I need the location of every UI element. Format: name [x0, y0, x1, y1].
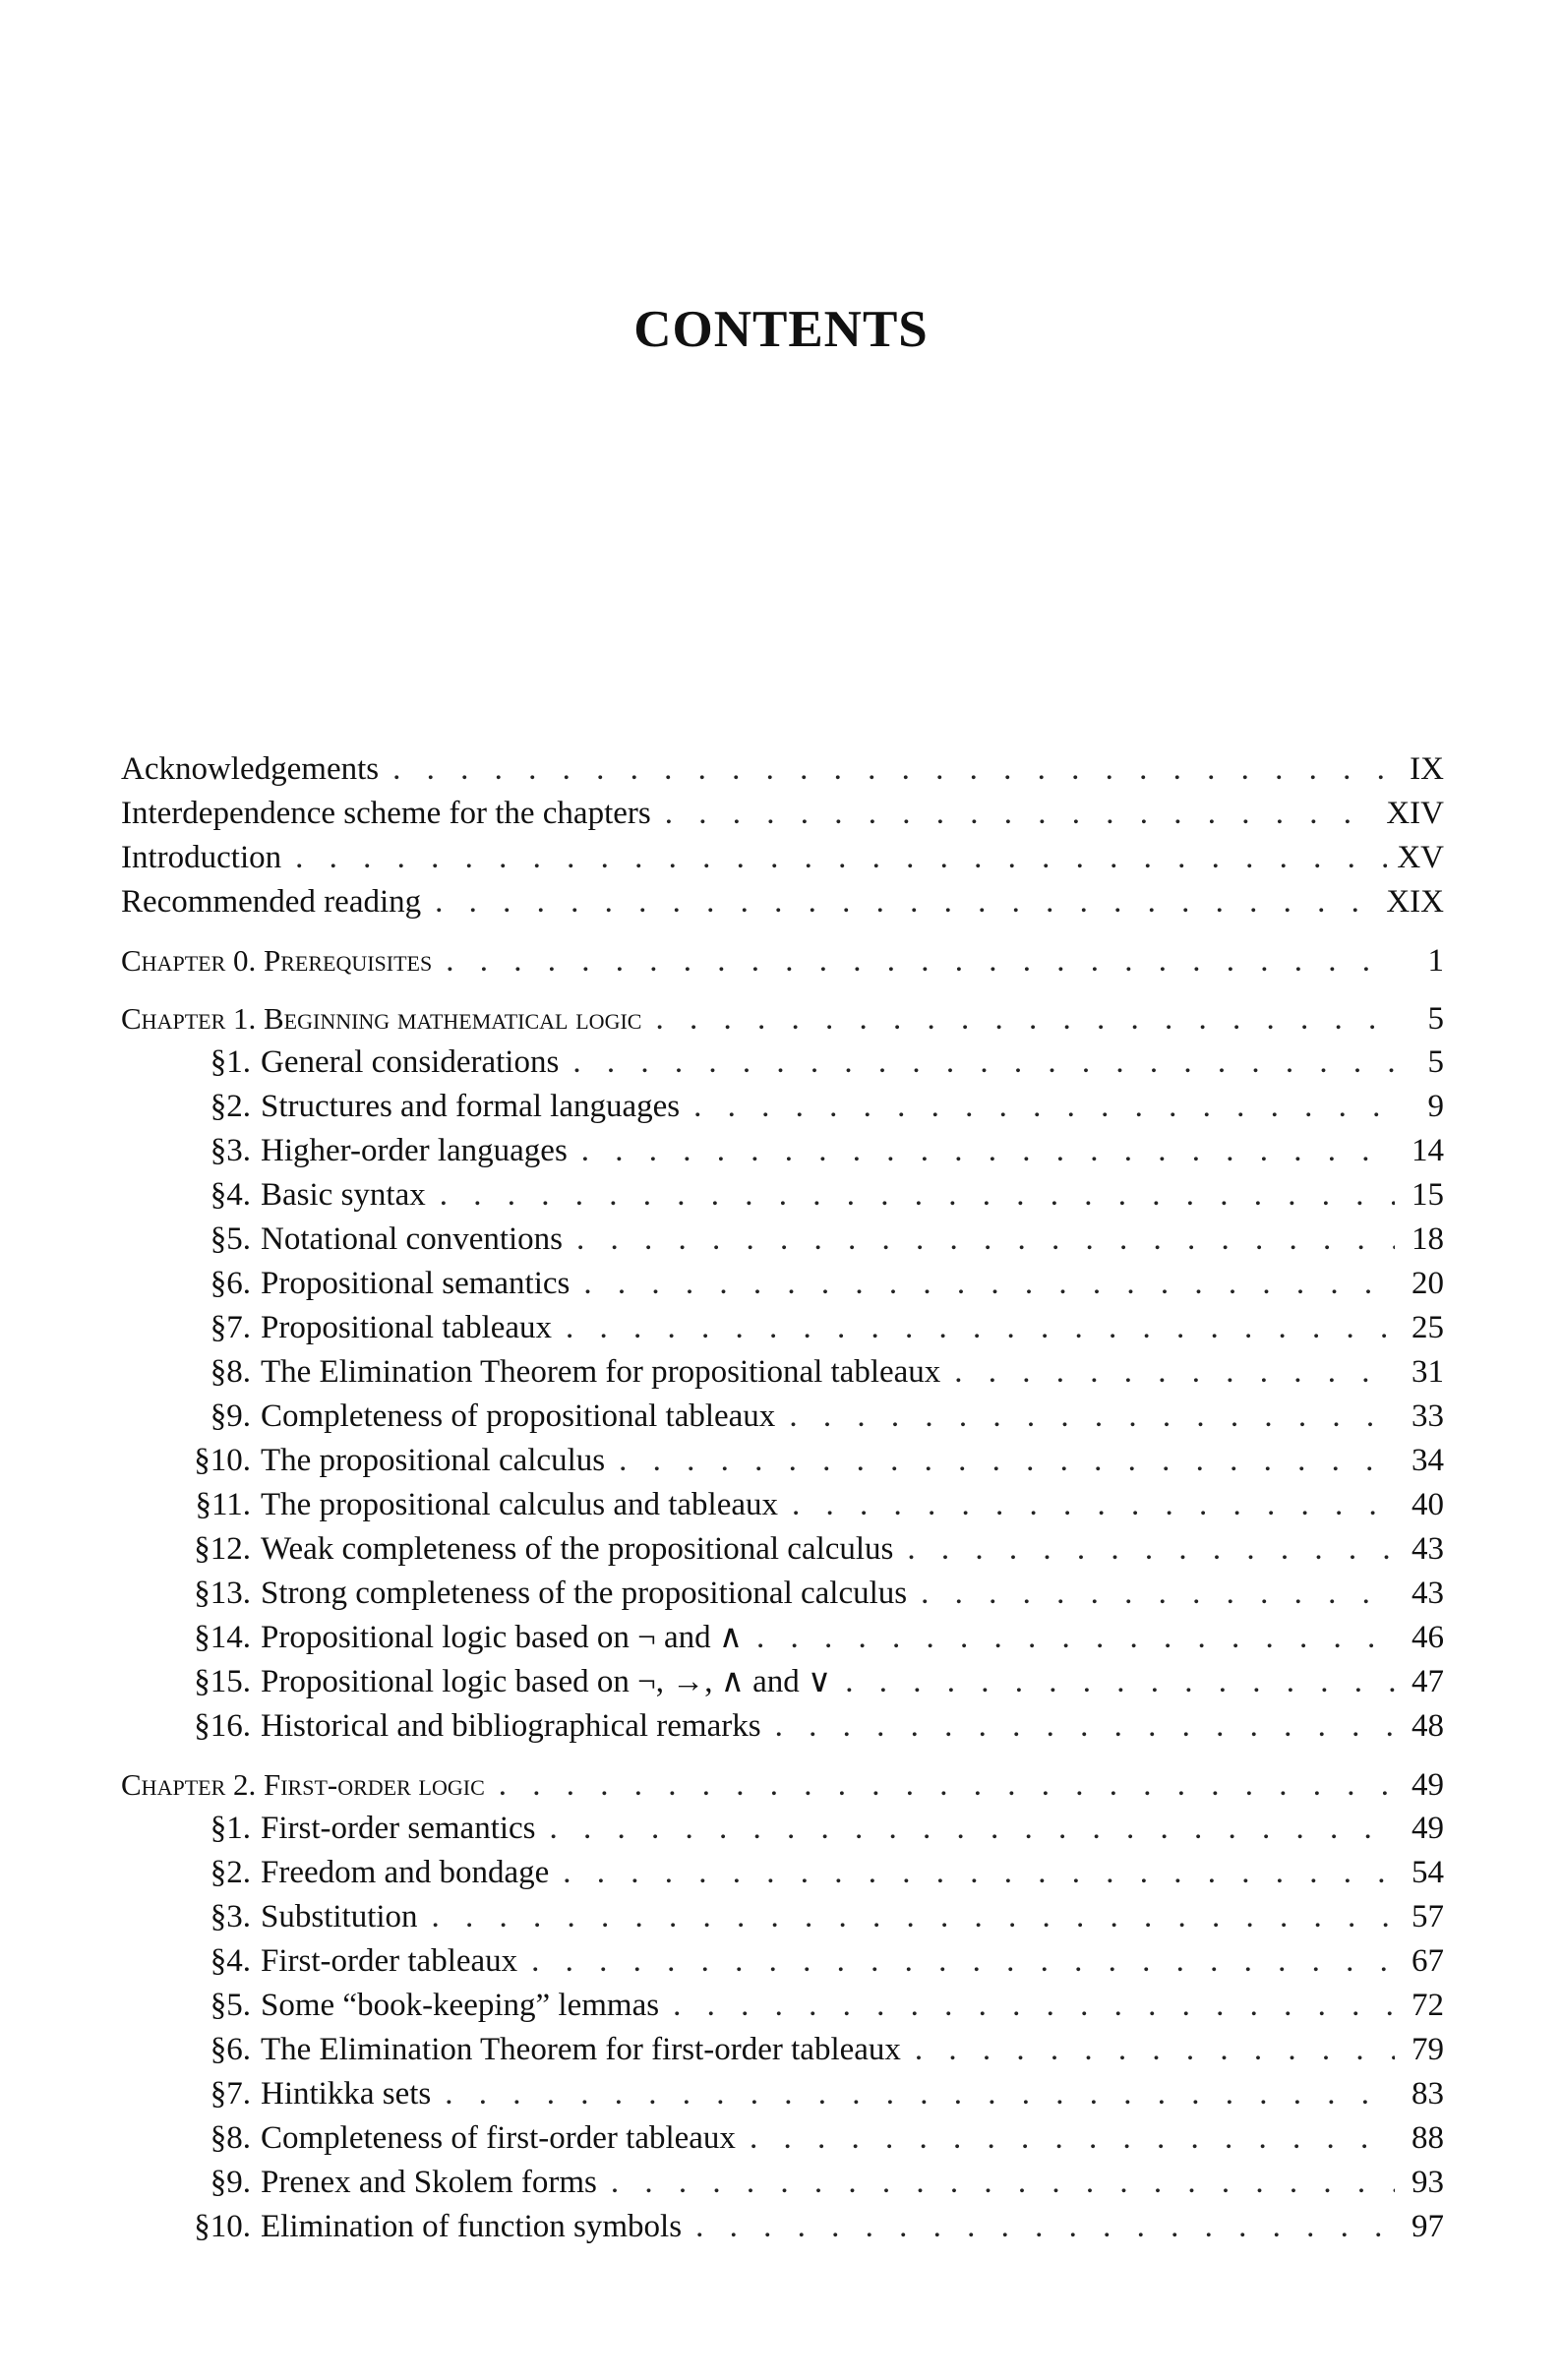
leader-dots: [445, 2072, 1395, 2116]
section-page: 43: [1412, 1531, 1444, 1567]
section-number: §16.: [194, 1708, 251, 1744]
section-title: The propositional calculus: [261, 1443, 606, 1478]
section-label: [176, 1939, 517, 1984]
section-title: Strong completeness of the propositional calculus: [261, 1576, 908, 1611]
leader-dots: [693, 1085, 1395, 1129]
section-label: [176, 1895, 418, 1939]
section-number: §4.: [210, 1943, 251, 1979]
leader-dots: [673, 1984, 1395, 2028]
section-label: [176, 1851, 549, 1895]
section-label: [176, 1173, 426, 1218]
section-number: §10.: [194, 1443, 251, 1478]
chapter-2-sections: [121, 1807, 1444, 2249]
section-label: [176, 2072, 431, 2116]
toc-entry[interactable]: [121, 880, 1444, 924]
front-matter: [121, 747, 1444, 924]
section-page: 15: [1412, 1177, 1444, 1213]
toc-section-entry[interactable]: [121, 1527, 1444, 1572]
leader-dots: [581, 1129, 1395, 1173]
toc-entry[interactable]: [121, 792, 1444, 836]
toc-section-entry[interactable]: [121, 1041, 1444, 1085]
section-page: 5: [1427, 1044, 1444, 1080]
section-page: 83: [1412, 2076, 1444, 2112]
section-number: §8.: [210, 2120, 251, 2156]
leader-dots: [695, 2205, 1395, 2249]
section-title: Notational conventions: [261, 1221, 564, 1257]
section-label: [176, 2205, 682, 2249]
section-page: 25: [1412, 1310, 1444, 1345]
section-page: 97: [1412, 2209, 1444, 2244]
toc-section-entry[interactable]: [121, 1218, 1444, 1262]
chapter-1-sections: [121, 1041, 1444, 1749]
leader-dots: [583, 1262, 1395, 1306]
section-page: 57: [1412, 1899, 1444, 1934]
section-title: Higher-order languages: [261, 1133, 568, 1168]
section-number: §10.: [194, 2209, 251, 2244]
section-page: 67: [1412, 1943, 1444, 1979]
section-label: [176, 1660, 831, 1704]
section-number: §9.: [210, 2165, 251, 2200]
section-number: §8.: [210, 1354, 251, 1390]
leader-dots: [531, 1939, 1395, 1984]
page-title: CONTENTS: [633, 301, 929, 358]
section-label: [176, 1572, 907, 1616]
leader-dots: [440, 1173, 1395, 1218]
section-label: [176, 1262, 570, 1306]
section-label: [176, 2161, 597, 2205]
entry-label: Introduction: [121, 840, 282, 875]
leader-dots: [576, 1218, 1395, 1262]
section-page: 31: [1412, 1354, 1444, 1390]
section-title: Propositional logic based on ¬, →, ∧ and ∨: [261, 1664, 832, 1699]
toc-section-entry[interactable]: [121, 2072, 1444, 2116]
section-title: Completeness of first-order tableaux: [261, 2120, 736, 2156]
leader-dots: [499, 1763, 1395, 1808]
section-label: [176, 1807, 536, 1851]
section-page: 72: [1412, 1988, 1444, 2023]
leader-dots: [392, 747, 1395, 792]
section-page: 79: [1412, 2032, 1444, 2067]
section-page: 49: [1412, 1811, 1444, 1846]
section-title: Propositional tableaux: [261, 1310, 553, 1345]
section-title: First-order tableaux: [261, 1943, 518, 1979]
section-title: Prenex and Skolem forms: [261, 2165, 597, 2200]
section-label: [176, 1085, 680, 1129]
section-page: 20: [1412, 1266, 1444, 1301]
chapter-heading[interactable]: [121, 996, 1444, 1041]
toc-section-entry[interactable]: [121, 1129, 1444, 1173]
section-title: The Elimination Theorem for propositional tableaux: [261, 1354, 941, 1390]
section-number: §6.: [210, 1266, 251, 1301]
toc-section-entry[interactable]: [121, 1262, 1444, 1306]
section-page: 88: [1412, 2120, 1444, 2156]
leader-dots: [295, 836, 1387, 880]
section-number: §1.: [210, 1044, 251, 1080]
chapter-0: [121, 938, 1444, 982]
section-title: Historical and bibliographical remarks: [261, 1708, 761, 1744]
toc-section-entry[interactable]: [121, 1704, 1444, 1749]
leader-dots: [619, 1439, 1395, 1483]
section-label: [176, 1306, 552, 1350]
leader-dots: [775, 1704, 1395, 1749]
section-number: §5.: [210, 1988, 251, 2023]
section-title: Propositional semantics: [261, 1266, 571, 1301]
section-number: §2.: [210, 1855, 251, 1890]
chapter-page: 1: [1427, 943, 1444, 979]
toc-section-entry[interactable]: [121, 1439, 1444, 1483]
chapter-page: 5: [1427, 1001, 1444, 1037]
leader-dots: [954, 1350, 1395, 1395]
toc-entry[interactable]: [121, 747, 1444, 792]
section-title: Substitution: [261, 1899, 418, 1934]
section-number: §5.: [210, 1221, 251, 1257]
toc-section-entry[interactable]: [121, 1807, 1444, 1851]
section-page: 93: [1412, 2165, 1444, 2200]
section-label: [176, 1439, 605, 1483]
section-number: §3.: [210, 1899, 251, 1934]
toc-section-entry[interactable]: [121, 2116, 1444, 2161]
chapter-label: Chapter 0. Prerequisites: [121, 943, 433, 978]
section-title: Propositional logic based on ¬ and ∧: [261, 1620, 744, 1655]
leader-dots: [550, 1807, 1395, 1851]
section-title: Elimination of function symbols: [261, 2209, 683, 2244]
entry-label: Recommended reading: [121, 884, 422, 920]
toc-section-entry[interactable]: [121, 1851, 1444, 1895]
toc-section-entry[interactable]: [121, 1660, 1444, 1704]
leader-dots: [566, 1306, 1395, 1350]
toc-section-entry[interactable]: [121, 1306, 1444, 1350]
section-label: [176, 1704, 761, 1749]
section-number: §14.: [194, 1620, 251, 1655]
leader-dots: [435, 880, 1376, 924]
section-number: §7.: [210, 1310, 251, 1345]
section-page: 40: [1412, 1487, 1444, 1522]
table-of-contents: [121, 747, 1444, 2249]
leader-dots: [655, 997, 1395, 1041]
section-page: 48: [1412, 1708, 1444, 1744]
toc-section-entry[interactable]: [121, 2205, 1444, 2249]
section-title: General considerations: [261, 1044, 560, 1080]
section-page: 33: [1412, 1398, 1444, 1434]
section-page: 54: [1412, 1855, 1444, 1890]
entry-label: Interdependence scheme for the chapters: [121, 796, 651, 831]
section-number: §6.: [210, 2032, 251, 2067]
toc-section-entry[interactable]: [121, 1895, 1444, 1939]
section-page: 46: [1412, 1620, 1444, 1655]
section-number: §9.: [210, 1398, 251, 1434]
leader-dots: [907, 1527, 1395, 1572]
section-label: [176, 1041, 559, 1085]
toc-section-entry[interactable]: [121, 1984, 1444, 2028]
section-page: 43: [1412, 1576, 1444, 1611]
section-label: [176, 1483, 778, 1527]
section-label: [176, 2116, 736, 2161]
leader-dots: [845, 1660, 1395, 1704]
entry-page: IX: [1410, 751, 1444, 787]
toc-entry[interactable]: [121, 836, 1444, 880]
chapter-label: Chapter 1. Beginning mathematical logic: [121, 1001, 642, 1036]
leader-dots: [792, 1483, 1395, 1527]
section-page: 14: [1412, 1133, 1444, 1168]
section-title: The propositional calculus and tableaux: [261, 1487, 779, 1522]
leader-dots: [665, 792, 1377, 836]
entry-page: XIX: [1386, 884, 1444, 920]
entry-page: XIV: [1386, 796, 1444, 831]
toc-section-entry[interactable]: [121, 1939, 1444, 1984]
section-page: 18: [1412, 1221, 1444, 1257]
section-title: First-order semantics: [261, 1811, 536, 1846]
section-number: §7.: [210, 2076, 251, 2112]
leader-dots: [563, 1851, 1395, 1895]
leader-dots: [750, 2116, 1395, 2161]
section-title: Freedom and bondage: [261, 1855, 550, 1890]
section-number: §13.: [194, 1576, 251, 1611]
chapter-label: Chapter 2. First-order logic: [121, 1767, 485, 1802]
entry-page: XV: [1397, 840, 1444, 875]
section-page: 9: [1427, 1089, 1444, 1124]
leader-dots: [921, 1572, 1395, 1616]
toc-section-entry[interactable]: [121, 1350, 1444, 1395]
section-title: Structures and formal languages: [261, 1089, 681, 1124]
toc-section-entry[interactable]: [121, 1616, 1444, 1660]
section-title: Some “book-keeping” lemmas: [261, 1988, 660, 2023]
section-title: Basic syntax: [261, 1177, 426, 1213]
section-label: [176, 1218, 563, 1262]
toc-section-entry[interactable]: [121, 1572, 1444, 1616]
leader-dots: [756, 1616, 1395, 1660]
section-label: [176, 1616, 743, 1660]
section-label: [176, 1129, 568, 1173]
section-label: [176, 1395, 775, 1439]
section-page: 47: [1412, 1664, 1444, 1699]
section-title: Completeness of propositional tableaux: [261, 1398, 776, 1434]
toc-section-entry[interactable]: [121, 1483, 1444, 1527]
leader-dots: [915, 2028, 1395, 2072]
chapter-page: 49: [1412, 1767, 1444, 1803]
entry-label: Acknowledgements: [121, 751, 380, 787]
chapter-heading[interactable]: [121, 938, 1444, 982]
leader-dots: [572, 1041, 1395, 1085]
toc-section-entry[interactable]: [121, 1173, 1444, 1218]
section-title: The Elimination Theorem for first-order tableaux: [261, 2032, 901, 2067]
section-label: [176, 1350, 940, 1395]
section-label: [176, 1527, 893, 1572]
section-label: [176, 2028, 901, 2072]
section-number: §4.: [210, 1177, 251, 1213]
chapter-1: [121, 996, 1444, 1749]
section-number: §1.: [210, 1811, 251, 1846]
section-title: Hintikka sets: [261, 2076, 432, 2112]
section-title: Weak completeness of the propositional calculus: [261, 1531, 894, 1567]
section-number: §15.: [194, 1664, 251, 1699]
leader-dots: [432, 1895, 1395, 1939]
section-number: §12.: [194, 1531, 251, 1567]
leader-dots: [611, 2161, 1395, 2205]
toc-section-entry[interactable]: [121, 1085, 1444, 1129]
toc-section-entry[interactable]: [121, 1395, 1444, 1439]
section-page: 34: [1412, 1443, 1444, 1478]
section-number: §3.: [210, 1133, 251, 1168]
chapter-2: [121, 1762, 1444, 2249]
toc-section-entry[interactable]: [121, 2161, 1444, 2205]
leader-dots: [446, 939, 1395, 983]
section-label: [176, 1984, 659, 2028]
leader-dots: [789, 1395, 1395, 1439]
chapter-heading[interactable]: [121, 1762, 1444, 1807]
section-number: §11.: [195, 1487, 251, 1522]
toc-section-entry[interactable]: [121, 2028, 1444, 2072]
section-number: §2.: [210, 1089, 251, 1124]
